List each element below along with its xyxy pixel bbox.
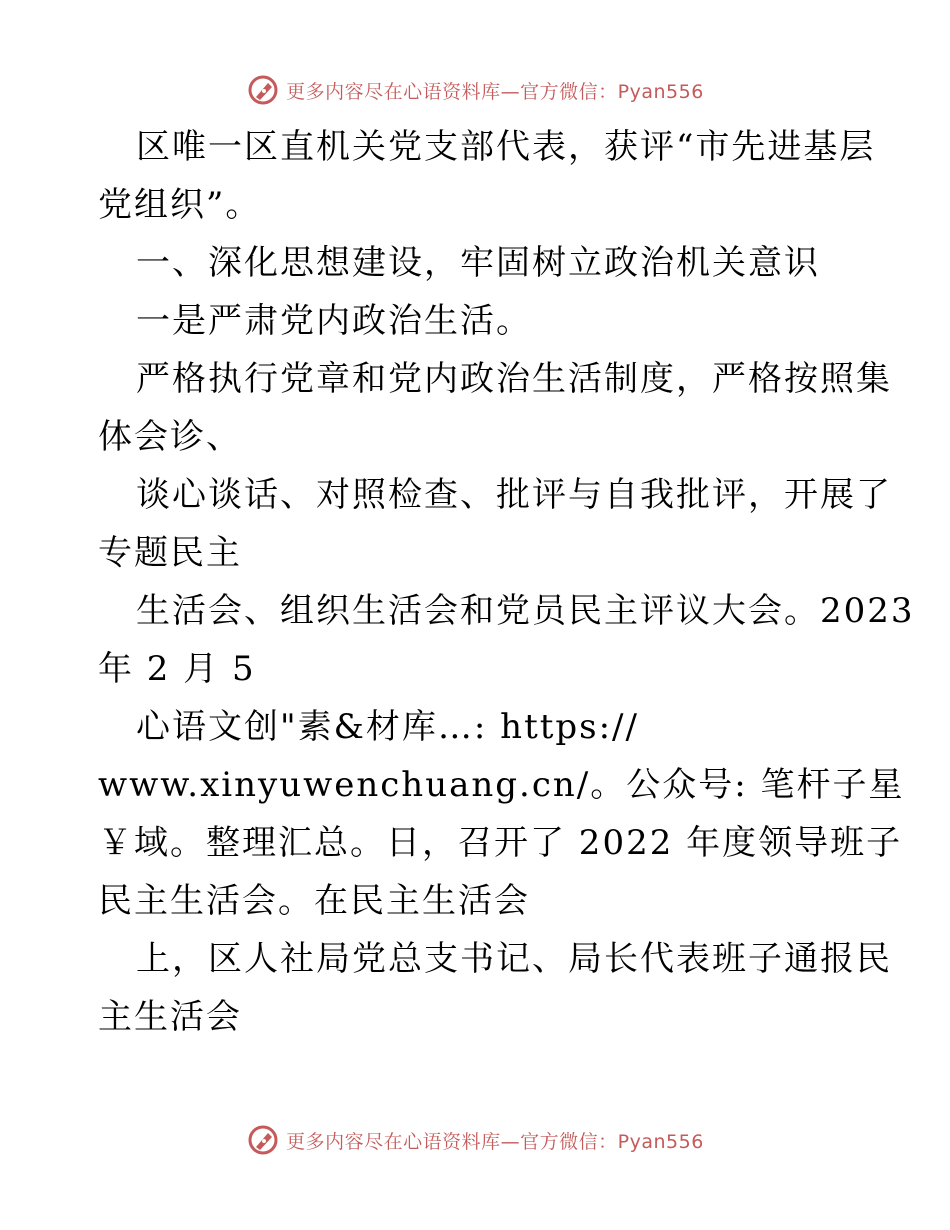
- footer-watermark-text: 更多内容尽在心语资料库—官方微信：Pyan556: [286, 1130, 704, 1153]
- text-line: 党组织”。: [98, 185, 262, 225]
- text-line: www.xinyuwenchuang.cn/。公众号: 笔杆子星: [98, 765, 905, 805]
- pen-nib-logo-icon: [246, 1123, 280, 1157]
- text-line: 生活会、组织生活会和党员民主评议大会。2023: [136, 591, 915, 631]
- document-body: [98, 118, 915, 1046]
- text-line: 上，区人社局党总支书记、局长代表班子通报民: [136, 939, 892, 979]
- text-line: 体会诊、: [98, 417, 242, 457]
- text-line: 民主生活会。在民主生活会: [98, 881, 530, 921]
- text-line: ￥域。整理汇总。日，召开了 2022 年度领导班子: [98, 823, 903, 863]
- text-line: 年 2 月 5: [98, 649, 256, 689]
- text-line: 一、深化思想建设，牢固树立政治机关意识: [136, 243, 820, 283]
- text-line: 专题民主: [98, 533, 242, 573]
- text-line: 主生活会: [98, 997, 242, 1037]
- pen-nib-logo-icon: [246, 73, 280, 107]
- text-line: 心语文创"素&材库…: https://: [136, 707, 639, 747]
- text-line: 谈心谈话、对照检查、批评与自我批评，开展了: [136, 475, 892, 515]
- header-watermark: [0, 70, 950, 110]
- text-line: 一是严肃党内政治生活。: [136, 301, 532, 341]
- text-line: 严格执行党章和党内政治生活制度，严格按照集: [136, 359, 892, 399]
- header-watermark-text: 更多内容尽在心语资料库—官方微信：Pyan556: [286, 80, 704, 103]
- footer-watermark: [0, 1120, 950, 1160]
- text-line: 区唯一区直机关党支部代表，获评“市先进基层: [136, 127, 876, 167]
